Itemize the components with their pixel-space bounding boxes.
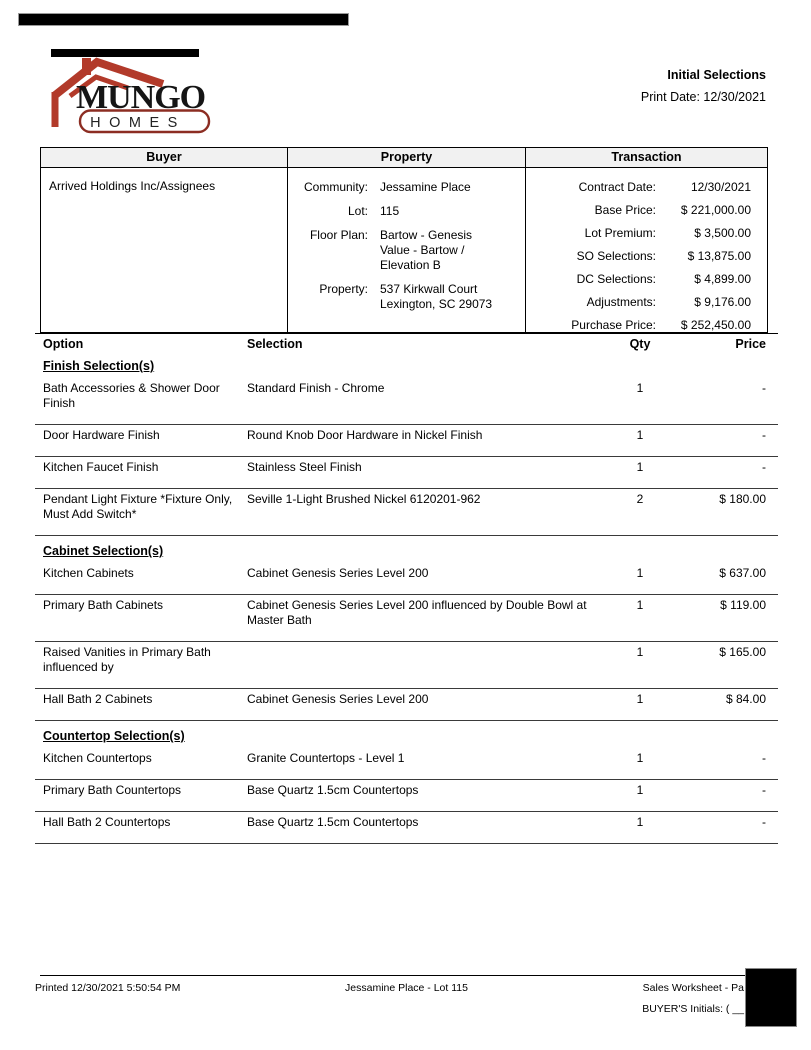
selection-row-option: Hall Bath 2 Countertops — [43, 815, 171, 829]
selection-row-option: Bath Accessories & Shower Door Finish — [43, 381, 220, 410]
selection-row — [35, 595, 778, 642]
buyer-name: Arrived Holdings Inc/Assignees — [41, 168, 288, 332]
selection-row-option: Raised Vanities in Primary Bath influenced by — [43, 645, 211, 674]
selection-row — [35, 489, 778, 536]
footer-redaction-box — [745, 968, 797, 1027]
selections-table — [35, 333, 778, 844]
transaction-field — [526, 180, 767, 195]
selection-row-option: Hall Bath 2 Cabinets — [43, 692, 153, 706]
section-title: Finish Selection(s) — [43, 359, 155, 373]
transaction-field — [526, 295, 767, 310]
selection-row-qty: 2 — [636, 492, 644, 506]
section-title: Cabinet Selection(s) — [43, 544, 164, 558]
selection-row — [35, 748, 778, 780]
selection-row — [35, 457, 778, 489]
selection-row-qty: 1 — [636, 381, 644, 395]
transaction-field-value: $ 13,875.00 — [687, 249, 751, 263]
selection-row-selection: Cabinet Genesis Series Level 200 influenced by Double Bowl at Master Bath — [247, 598, 587, 627]
logo-redaction-bar — [51, 49, 199, 57]
selection-row-selection: Base Quartz 1.5cm Countertops — [247, 815, 419, 829]
selection-row-price: $ 165.00 — [719, 645, 766, 659]
selection-row-qty: 1 — [636, 645, 644, 659]
selection-row-price: - — [762, 460, 766, 474]
transaction-field-label: Lot Premium: — [584, 226, 656, 240]
selection-row-price: - — [762, 428, 766, 442]
selection-row-price: $ 84.00 — [725, 692, 766, 706]
selection-section — [35, 729, 778, 844]
transaction-field-value: $ 9,176.00 — [694, 295, 751, 309]
transaction-fields — [526, 168, 767, 332]
property-field-label: Floor Plan: — [309, 228, 368, 242]
mungo-homes-logo — [46, 49, 216, 134]
transaction-field-label: SO Selections: — [576, 249, 656, 263]
transaction-field-value: $ 3,500.00 — [694, 226, 751, 240]
house-roof-icon — [46, 49, 216, 134]
print-date: Print Date: 12/30/2021 — [640, 90, 766, 104]
property-field — [288, 180, 519, 195]
property-field-value: Jessamine Place — [380, 180, 471, 194]
transaction-field-value: $ 221,000.00 — [680, 203, 751, 217]
selection-row — [35, 642, 778, 689]
property-field — [288, 204, 519, 219]
selections-header-option: Option — [43, 337, 84, 351]
selection-row-option: Primary Bath Countertops — [43, 783, 182, 797]
selection-row-selection: Cabinet Genesis Series Level 200 — [247, 692, 429, 706]
footer-printed-timestamp: Printed 12/30/2021 5:50:54 PM — [35, 982, 181, 994]
selection-row-qty: 1 — [636, 566, 644, 580]
selections-header-price: Price — [735, 337, 766, 351]
selection-row-option: Kitchen Faucet Finish — [43, 460, 159, 474]
footer-community-lot: Jessamine Place - Lot 115 — [345, 982, 468, 994]
property-field-value: 537 Kirkwall Court Lexington, SC 29073 — [380, 282, 493, 311]
transaction-field — [526, 318, 767, 332]
transaction-field-label: Purchase Price: — [571, 318, 656, 332]
transaction-field — [526, 226, 767, 241]
transaction-field-value: 12/30/2021 — [690, 180, 751, 194]
transaction-field — [526, 249, 767, 264]
selection-row-qty: 1 — [636, 783, 644, 797]
selection-row-selection: Round Knob Door Hardware in Nickel Finish — [247, 428, 483, 442]
selection-row-price: - — [762, 815, 766, 829]
selection-row-qty: 1 — [636, 460, 644, 474]
selection-row-qty: 1 — [636, 428, 644, 442]
selection-section — [35, 359, 778, 536]
selection-row-option: Kitchen Cabinets — [43, 566, 134, 580]
doc-title: Initial Selections — [667, 68, 766, 82]
selection-row-price: - — [762, 751, 766, 765]
transaction-field — [526, 272, 767, 287]
property-field — [288, 228, 519, 273]
property-field — [288, 282, 519, 312]
summary-table — [40, 147, 768, 333]
property-field-label: Property: — [319, 282, 368, 296]
property-field-value: 115 — [380, 204, 400, 218]
transaction-field — [526, 203, 767, 218]
selection-section — [35, 544, 778, 721]
selection-row — [35, 425, 778, 457]
logo-wordmark: MUNGO — [76, 79, 206, 116]
selection-row-qty: 1 — [636, 598, 644, 612]
property-field-value: Bartow - Genesis Value - Bartow / Elevation B — [380, 228, 473, 272]
selection-row-selection — [247, 645, 615, 675]
selection-row — [35, 378, 778, 425]
property-field-label: Lot: — [347, 204, 368, 218]
column-header-buyer: Buyer — [41, 148, 288, 168]
redaction-bar-top — [18, 13, 349, 26]
transaction-field-label: DC Selections: — [576, 272, 656, 286]
selection-row — [35, 780, 778, 812]
document-header — [641, 68, 766, 104]
selection-row-qty: 1 — [636, 815, 644, 829]
selection-row-selection: Seville 1-Light Brushed Nickel 6120201-962 — [247, 492, 481, 506]
transaction-field-label: Adjustments: — [586, 295, 656, 309]
selection-row-option: Pendant Light Fixture *Fixture Only, Must Add Switch* — [43, 492, 233, 521]
footer-worksheet-label: Sales Worksheet - Pa — [642, 982, 744, 994]
selections-header-row — [35, 334, 778, 351]
transaction-field-value: $ 252,450.00 — [680, 318, 751, 332]
selection-row-selection: Granite Countertops - Level 1 — [247, 751, 405, 765]
transaction-field-label: Base Price: — [594, 203, 656, 217]
selection-row-selection: Stainless Steel Finish — [247, 460, 362, 474]
property-field-label: Community: — [303, 180, 368, 194]
selection-row-price: $ 180.00 — [719, 492, 766, 506]
selections-header-selection: Selection — [247, 337, 303, 351]
selection-row-price: $ 637.00 — [719, 566, 766, 580]
selection-row-selection: Standard Finish - Chrome — [247, 381, 385, 395]
logo-sub-wordmark: HOMES — [90, 115, 186, 131]
selection-row-selection: Base Quartz 1.5cm Countertops — [247, 783, 419, 797]
transaction-field-label: Contract Date: — [578, 180, 656, 194]
selection-row — [35, 563, 778, 595]
column-header-property: Property — [288, 148, 526, 168]
selection-row — [35, 812, 778, 844]
selection-row-qty: 1 — [636, 692, 644, 706]
footer-divider — [40, 975, 745, 976]
transaction-field-value: $ 4,899.00 — [694, 272, 751, 286]
selection-row-price: $ 119.00 — [720, 598, 766, 612]
selection-row-option: Kitchen Countertops — [43, 751, 152, 765]
column-header-transaction: Transaction — [526, 148, 767, 168]
selection-row-option: Door Hardware Finish — [43, 428, 160, 442]
selections-sections — [35, 359, 778, 844]
selection-row-price: - — [762, 783, 766, 797]
selection-row-selection: Cabinet Genesis Series Level 200 — [247, 566, 429, 580]
section-title: Countertop Selection(s) — [43, 729, 185, 743]
selection-row-price: - — [762, 381, 766, 395]
footer-buyer-initials: BUYER'S Initials: ( __ — [642, 1003, 744, 1015]
selection-row-option: Primary Bath Cabinets — [43, 598, 164, 612]
selections-header-qty: Qty — [629, 337, 651, 351]
selection-row — [35, 689, 778, 721]
property-fields — [288, 168, 526, 332]
selection-row-qty: 1 — [636, 751, 644, 765]
